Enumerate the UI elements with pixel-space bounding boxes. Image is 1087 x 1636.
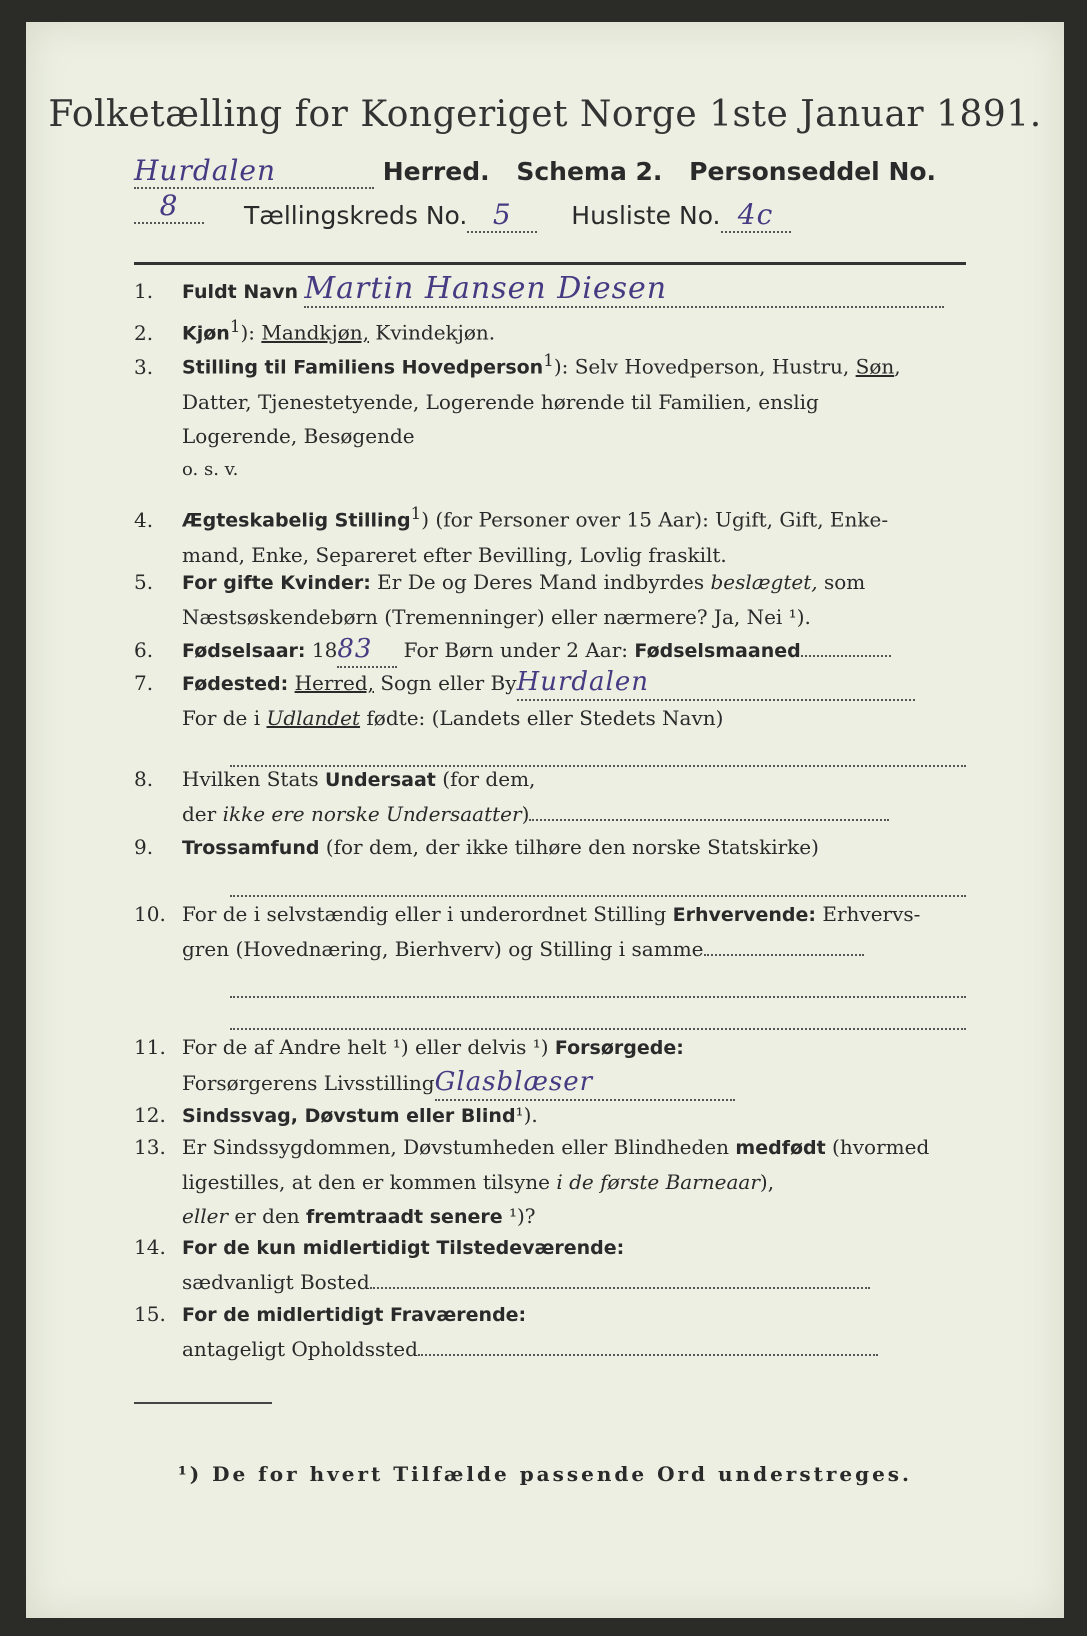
footnote-ref: 1: [229, 317, 241, 336]
birth-year-label: Fødselsaar:: [182, 640, 306, 662]
sex-colon: ):: [240, 320, 262, 345]
family-position-line3: Logerende, Besøgende: [182, 423, 415, 448]
provider-occupation-label: Forsørgerens Livsstilling: [182, 1071, 435, 1095]
disability-label: Sindssvag, Døvstum eller Blind: [182, 1105, 516, 1127]
item-4: 4. Ægteskabelig Stilling$^1$) (for Personer over 15 Aar): Ugift, Gift, Enke- mand, Enke, Separeret efter Bevilling, Lovlig fraskilt.: [134, 497, 966, 572]
birthplace-option-herred: Herred,: [294, 671, 374, 695]
citizenship-line2c: ): [521, 802, 530, 826]
occupation-field-1: [704, 954, 864, 956]
item-13: [134, 1130, 966, 1234]
item-11: [134, 1030, 966, 1101]
item-3: 3. Stilling til Familiens Hovedperson$^1$): Selv Hovedperson, Hustru, Søn, Datter, Tjenestetyende, Logerende hørende til Familien, enslig Logerende, Besøgende o. s. v.: [134, 344, 966, 487]
kreds-line: [244, 198, 791, 238]
occupation-text2: Erhvervs-: [816, 902, 921, 926]
item-number: 1.: [134, 279, 154, 303]
footnote: ¹) De for hvert Tilfælde passende Ord understreges.: [177, 1462, 913, 1486]
birth-year-value: 83: [337, 632, 397, 668]
item-number: 11.: [134, 1035, 166, 1059]
item-number: 5.: [134, 570, 154, 594]
occupation-text: For de i selvstændig eller i underordnet Stilling: [182, 902, 673, 926]
married-women-label: For gifte Kvinder:: [182, 572, 371, 594]
citizenship-text2: (for dem,: [435, 767, 536, 791]
item-number: 15.: [134, 1302, 166, 1326]
disability-ref: ¹).: [515, 1103, 538, 1127]
kreds-label: Tællingskreds No.: [244, 201, 468, 230]
item-number: 12.: [134, 1103, 166, 1127]
citizenship-line2a: der: [182, 802, 223, 826]
religion-field: [230, 865, 966, 897]
personseddel-value: 8: [134, 189, 204, 224]
husliste-label: Husliste No.: [571, 201, 721, 230]
birthplace-label: Fødested:: [182, 673, 289, 695]
item-15: [134, 1297, 966, 1366]
form-title: Folketælling for Kongeriget Norge 1ste Januar 1891.: [48, 94, 1042, 135]
citizenship-label: Undersaat: [325, 769, 436, 791]
supported-text: For de af Andre helt ¹) eller delvis ¹): [182, 1035, 555, 1059]
marital-line2: mand, Enke, Separeret efter Bevilling, Lovlig fraskilt.: [182, 542, 727, 567]
item-number: 7.: [134, 671, 154, 695]
birth-year-prefix: 18: [305, 638, 338, 662]
marital-line1: ) (for Personer over 15 Aar): Ugift, Gift, Enke-: [421, 507, 889, 532]
item-number: 3.: [134, 354, 154, 379]
family-position-options: ): Selv Hovedperson, Hustru,: [553, 354, 856, 379]
census-form: [26, 22, 1064, 1618]
probable-stay-label: antageligt Opholdssted: [182, 1337, 418, 1361]
sex-label: Kjøn: [182, 322, 230, 345]
footnote-rule: [134, 1402, 272, 1404]
supported-label: Forsørgede:: [554, 1037, 684, 1059]
item-6: [134, 632, 966, 668]
married-women-related: beslægtet,: [710, 570, 818, 594]
item-number: 8.: [134, 767, 154, 791]
citizenship-text: Hvilken Stats: [182, 767, 326, 791]
occupation-field-2: [230, 966, 966, 998]
birthplace-value: Hurdalen: [517, 665, 915, 701]
temp-present-label: For de kun midlertidigt Tilstedeværende:: [182, 1237, 625, 1259]
probable-stay-field: [418, 1354, 878, 1356]
citizenship-line2b: ikke ere norske Undersaatter: [222, 802, 522, 826]
usual-residence-field: [370, 1287, 870, 1289]
husliste-value: 4c: [721, 198, 791, 233]
congenital-text2: (hvormed: [825, 1135, 930, 1159]
item-5: [134, 565, 966, 634]
item-number: 4.: [134, 507, 154, 532]
abroad-text: For de i: [182, 706, 267, 730]
family-position-line4: o. s. v.: [182, 458, 239, 480]
item-9: [134, 830, 966, 897]
personseddel-label: Personseddel No.: [689, 157, 937, 186]
header-rule: [134, 262, 966, 265]
family-position-son: Søn: [855, 354, 895, 379]
item-number: 14.: [134, 1235, 166, 1259]
later-onset-label: fremtraadt senere: [306, 1206, 503, 1228]
congenital-line3a: eller: [182, 1204, 229, 1228]
birth-month-field: [801, 655, 891, 657]
congenital-line3c: ¹)?: [502, 1204, 536, 1228]
birth-month-label: Fødselsmaaned: [634, 640, 801, 662]
under-2-text: For Børn under 2 Aar:: [397, 638, 635, 662]
congenital-text: Er Sindssygdommen, Døvstumheden eller Blindheden: [182, 1135, 736, 1159]
religion-text: (for dem, der ikke tilhøre den norske Statskirke): [319, 835, 819, 859]
full-name-value: Martin Hansen Diesen: [304, 272, 944, 308]
religion-label: Trossamfund: [182, 837, 320, 859]
temp-absent-label: For de midlertidigt Fraværende:: [182, 1304, 527, 1326]
usual-residence-label: sædvanligt Bosted: [182, 1270, 370, 1294]
herred-value: Hurdalen: [134, 154, 374, 189]
married-women-text2: som: [817, 570, 866, 594]
item-number: 2.: [134, 320, 154, 345]
item-number: 6.: [134, 638, 154, 662]
item-10: [134, 897, 966, 1030]
item-number: 10.: [134, 902, 166, 926]
congenital-line2c: ),: [759, 1170, 775, 1194]
family-position-line2: Datter, Tjenestetyende, Logerende hørende til Familien, enslig: [182, 389, 819, 414]
item-number: 9.: [134, 835, 154, 859]
marital-label: Ægteskabelig Stilling: [182, 509, 411, 532]
married-women-line2: Næstsøskendebørn (Tremenninger) eller nærmere? Ja, Nei ¹).: [182, 605, 811, 629]
item-8: [134, 762, 966, 831]
kreds-value: 5: [467, 198, 537, 233]
item-7: [134, 665, 966, 767]
congenital-label: medfødt: [735, 1137, 826, 1159]
herred-label: Herred.: [382, 157, 490, 186]
abroad-word: Udlandet: [266, 706, 361, 730]
congenital-line3b: er den: [228, 1204, 307, 1228]
citizenship-field: [529, 819, 889, 821]
birthplace-options: Sogn eller By: [374, 671, 517, 695]
provider-occupation-value: Glasblæser: [435, 1065, 735, 1101]
item-14: [134, 1230, 966, 1299]
congenital-line2b: i de første Barneaar: [556, 1170, 760, 1194]
full-name-label: Fuldt Navn: [182, 281, 299, 303]
married-women-text: Er De og Deres Mand indbyrdes: [370, 570, 711, 594]
schema-label: Schema 2.: [516, 157, 663, 186]
comma: ,: [894, 354, 901, 379]
congenital-line2a: ligestilles, at den er kommen tilsyne: [182, 1170, 557, 1194]
family-position-label: Stilling til Familiens Hovedperson: [182, 356, 544, 379]
item-number: 13.: [134, 1135, 166, 1159]
sex-option-male: Mandkjøn,: [261, 320, 370, 345]
item-1: [134, 272, 966, 309]
occupation-label: Erhvervende:: [672, 904, 817, 926]
occupation-field-3: [230, 998, 966, 1030]
sex-option-female: Kvindekjøn.: [369, 320, 496, 345]
item-12: [134, 1098, 538, 1133]
occupation-line2: gren (Hovednæring, Bierhverv) og Stilling i samme: [182, 937, 704, 961]
abroad-text2: fødte: (Landets eller Stedets Navn): [360, 706, 724, 730]
